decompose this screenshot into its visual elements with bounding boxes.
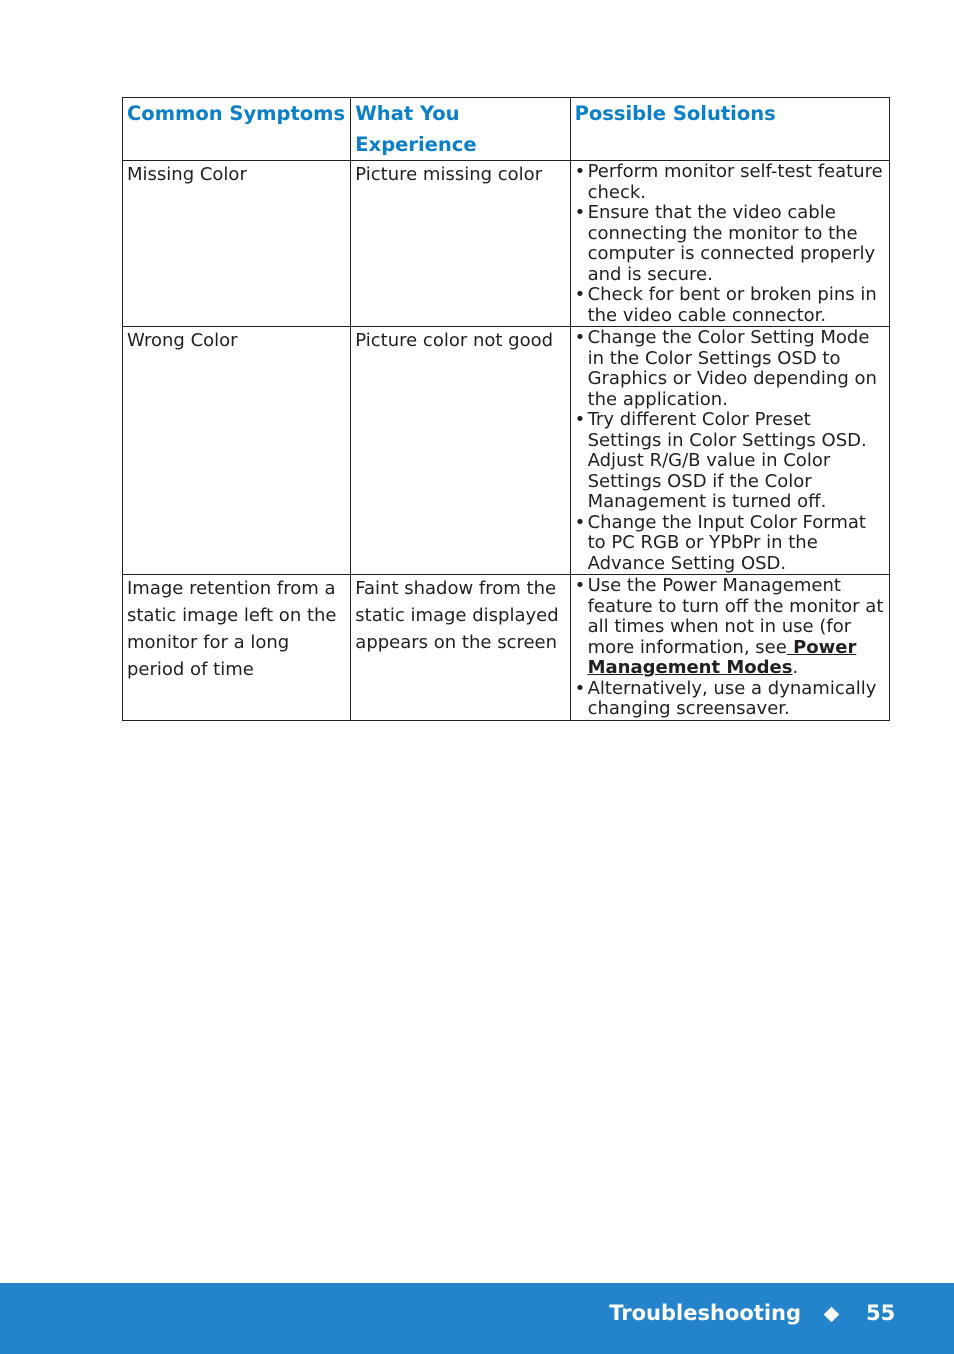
solutions-cell: [570, 327, 889, 575]
solutions-list: [575, 161, 886, 326]
footer-section-title: Troubleshooting: [609, 1301, 801, 1325]
power-management-modes-link[interactable]: Power Management Modes: [587, 636, 857, 678]
symptom-cell: Wrong Color: [123, 327, 351, 575]
header-what-you-experience: What You Experience: [351, 98, 570, 161]
symptom-cell: Missing Color: [123, 161, 351, 327]
bullet-icon: •: [574, 409, 586, 430]
bullet-icon: •: [574, 161, 586, 182]
page-number: 55: [866, 1301, 896, 1325]
solution-text: Alternatively, use a dynamically changing screensaver.: [587, 677, 877, 719]
bullet-icon: •: [574, 327, 586, 348]
header-possible-solutions: Possible Solutions: [570, 98, 889, 161]
table-header-row: [123, 98, 890, 161]
solution-item: [575, 576, 886, 679]
footer-bar: [0, 1283, 954, 1354]
bullet-icon: •: [574, 575, 586, 596]
bullet-icon: •: [574, 202, 586, 223]
solution-item: [575, 513, 886, 575]
solutions-cell: [570, 575, 889, 721]
solution-item: [575, 410, 886, 513]
solution-text: Change the Color Setting Mode in the Color Settings OSD to Graphics or Video depending on the application.: [587, 327, 877, 410]
solution-item: [575, 285, 886, 326]
experience-cell: Faint shadow from the static image displayed appears on the screen: [351, 575, 570, 721]
symptom-cell: Image retention from a static image left on the monitor for a long period of time: [123, 575, 351, 721]
solution-text: Try different Color Preset Settings in Color Settings OSD. Adjust R/G/B value in Color Settings OSD if the Color Management is turned off.: [587, 409, 867, 512]
solution-text: Change the Input Color Format to PC RGB or YPbPr in the Advance Setting OSD.: [587, 511, 866, 574]
solutions-list: [575, 327, 886, 574]
solutions-list: [575, 575, 886, 720]
solution-text: Use the Power Management feature to turn off the monitor at all times when not in use (for more information, see: [587, 575, 884, 658]
bullet-icon: •: [574, 284, 586, 305]
solution-item: [575, 328, 886, 410]
bullet-icon: •: [574, 677, 586, 699]
solution-text: Perform monitor self-test feature check.: [587, 161, 883, 203]
table-row: [123, 575, 890, 721]
solution-text: Ensure that the video cable connecting the monitor to the computer is connected properly and is secure.: [587, 202, 876, 285]
solution-item: [575, 203, 886, 285]
solution-item: [575, 162, 886, 203]
experience-cell: Picture missing color: [351, 161, 570, 327]
table-row: [123, 327, 890, 575]
symptoms-table: [122, 97, 890, 721]
solution-text: Check for bent or broken pins in the video cable connector.: [587, 284, 877, 326]
bullet-icon: •: [574, 511, 586, 533]
solutions-cell: [570, 161, 889, 327]
header-common-symptoms: Common Symptoms: [123, 98, 351, 161]
experience-cell: Picture color not good: [351, 327, 570, 575]
solution-item: [575, 679, 886, 720]
table-row: [123, 161, 890, 327]
solution-text-suffix: .: [792, 657, 799, 678]
